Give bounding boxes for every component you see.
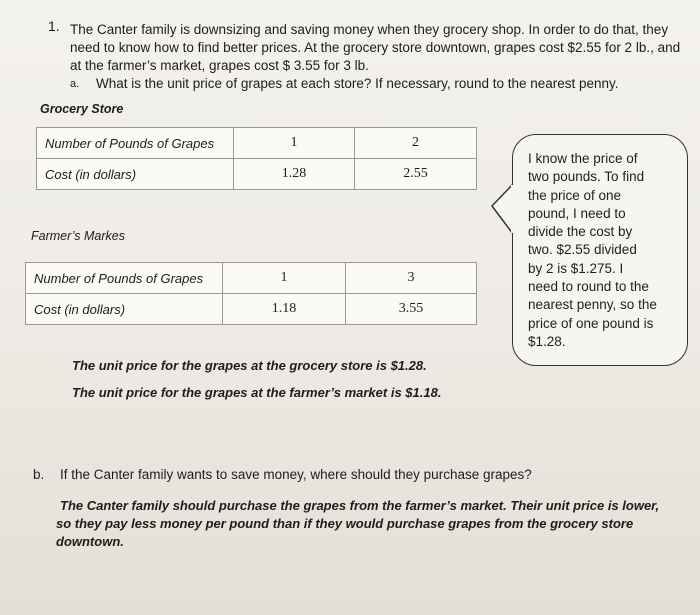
table-cell: Cost (in dollars) (26, 294, 223, 325)
explanation-line: I know the price of (528, 151, 638, 166)
problem-number: 1. (48, 18, 60, 34)
answer-farmers-unit-price: The unit price for the grapes at the farmer’s market is $1.18. (72, 385, 442, 400)
table-cell: 1 (234, 128, 355, 159)
grocery-store-label: Grocery Store (40, 102, 124, 116)
explanation-line: by 2 is $1.275. I (528, 260, 624, 276)
explanation-line: need to round to the (528, 279, 649, 295)
part-b-answer-line-2: so they pay less money per pound than if they would purchase grapes from the grocery store (56, 516, 634, 531)
problem-intro-line-1: The Canter family is downsizing and saving money when they grocery shop. In order to do that, they (70, 22, 669, 37)
grocery-store-table (36, 127, 477, 190)
explanation-line: divide the cost by (528, 224, 633, 240)
explanation-line: two pounds. To find (528, 169, 645, 185)
table-cell: Cost (in dollars) (37, 159, 234, 190)
part-b-answer-line-1: The Canter family should purchase the grapes from the farmer’s market. Their unit price is lower, (60, 498, 660, 513)
explanation-line: price of one pound is (528, 315, 654, 331)
bubble-pointer-mask (511, 185, 515, 233)
table-row (26, 294, 477, 325)
table-row (37, 159, 477, 190)
table-cell: 2 (355, 128, 477, 159)
explanation-line: pound, I need to (528, 205, 626, 221)
part-b-question: If the Canter family wants to save money, where should they purchase grapes? (60, 467, 532, 482)
problem-intro-line-3: at the farmer’s market, grapes cost $ 3.55 for 3 lb. (70, 58, 369, 73)
table-row (26, 263, 477, 294)
part-a-label: a. (70, 78, 80, 90)
answer-grocery-unit-price: The unit price for the grapes at the grocery store is $1.28. (72, 358, 427, 373)
table-cell: 1.18 (223, 294, 346, 325)
explanation-line: nearest penny, so the (528, 297, 657, 313)
problem-intro-line-2: need to know how to find better prices. At the grocery store downtown, grapes cost $2.55 for 2 lb., and (70, 40, 681, 55)
table-cell: 2.55 (355, 159, 477, 190)
table-cell: 3 (346, 263, 477, 294)
part-b-answer-line-3: downtown. (56, 534, 124, 549)
table-cell: 1 (223, 263, 346, 294)
table-cell: Number of Pounds of Grapes (37, 128, 234, 159)
table-row (37, 128, 477, 159)
farmers-market-label: Farmer’s Markes (31, 229, 125, 243)
part-a-question: What is the unit price of grapes at each store? If necessary, round to the nearest penny. (96, 76, 619, 91)
explanation-line: the price of one (528, 187, 622, 203)
table-cell: 1.28 (234, 159, 355, 190)
explanation-line: two. $2.55 divided (528, 242, 637, 258)
table-cell: Number of Pounds of Grapes (26, 263, 223, 294)
explanation-line: $1.28. (528, 333, 566, 349)
part-b-label: b. (33, 467, 45, 482)
table-cell: 3.55 (346, 294, 477, 325)
explanation-text (528, 150, 688, 351)
farmers-market-table (25, 262, 477, 325)
